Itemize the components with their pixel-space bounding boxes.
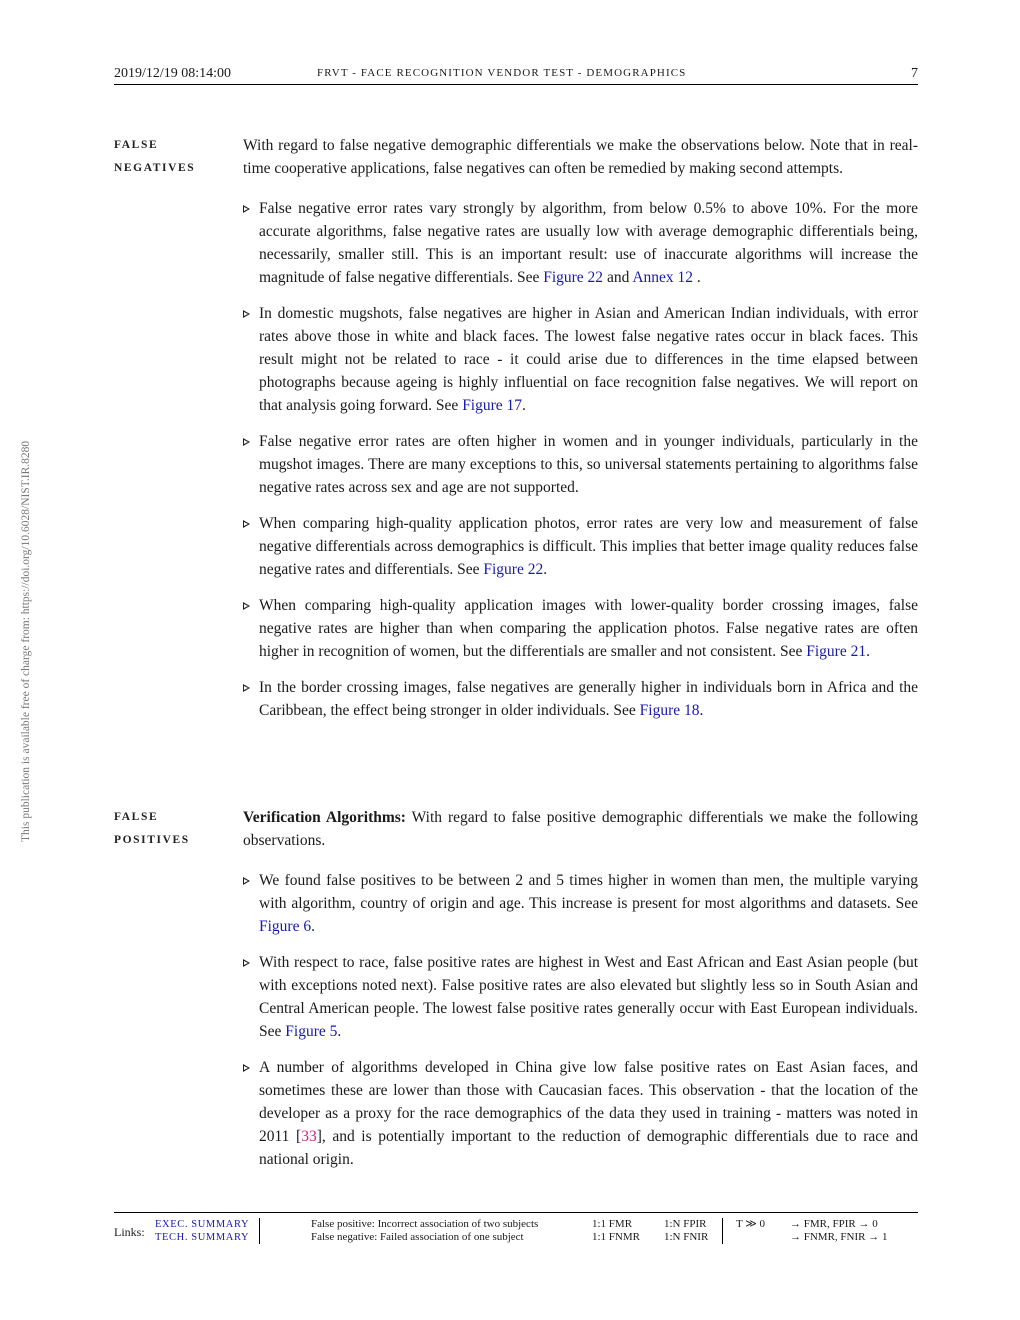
list-item	[243, 594, 918, 663]
bullet-triangle-icon	[243, 684, 250, 692]
list-item	[243, 1056, 918, 1171]
figure-18-link[interactable]: Figure 18	[639, 702, 700, 719]
false-positives-content	[243, 806, 918, 1184]
figure-22-link[interactable]: Figure 22	[543, 269, 604, 286]
threshold-text: T ≫ 0	[736, 1218, 766, 1230]
verification-algorithms-heading: Verification Algorithms:	[243, 809, 406, 826]
links-label: Links:	[114, 1225, 145, 1239]
side-availability-note	[18, 362, 38, 842]
figure-21-link[interactable]: Figure 21	[806, 643, 867, 660]
bullet-text: False negative error rates vary strongly by algorithm, from below 0.5% to above 10%. For the more accurate algorithms, false negative rates are usually low with average demographic differentials being, necessarily, smaller still. This is an important result: use of inaccurate algorithms will increase the magnitude of false negative differentials. See	[259, 200, 918, 286]
label-line: NEGATIVES	[114, 162, 196, 174]
metric-fnmr: 1:1 FNMR	[592, 1231, 640, 1243]
false-negatives-intro: With regard to false negative demographic differentials we make the observations below. Note that in real-time cooperative applications, false negatives can often be remedied by making second attempts.	[243, 137, 918, 177]
list-item	[243, 302, 918, 417]
list-item	[243, 869, 918, 938]
header-title: FRVT - FACE RECOGNITION VENDOR TEST - DEMOGRAPHICS	[317, 67, 687, 79]
bullet-triangle-icon	[243, 310, 250, 318]
side-note-text: This publication is available free of charge from: https://doi.org/10.6028/NIST.IR.8280	[20, 440, 32, 842]
false-positives-list	[243, 869, 918, 1171]
list-item	[243, 951, 918, 1043]
footer-definitions	[311, 1218, 538, 1244]
bullet-text: .	[543, 561, 548, 578]
limit-fmr-fpir: → FMR, FPIR → 0	[790, 1218, 878, 1230]
page-number: 7	[911, 66, 918, 81]
bullet-triangle-icon	[243, 205, 250, 213]
footer-limits	[790, 1218, 888, 1244]
header-timestamp: 2019/12/19 08:14:00	[114, 66, 232, 81]
bullet-text: In domestic mugshots, false negatives are higher in Asian and American Indian individuals, with error rates above those in white and black faces. The lowest false negative rates occur in black faces. This result might not be related to race - it could arise due to differences in the time elapsed between photographs because ageing is highly influential on face recognition false negatives. We will report on that analysis going forward. See	[259, 305, 918, 414]
false-negatives-label	[114, 134, 224, 180]
figure-6-link[interactable]: Figure 6	[259, 918, 312, 935]
figure-5-link[interactable]: Figure 5	[285, 1023, 338, 1040]
bullet-triangle-icon	[243, 602, 250, 610]
bullet-text: .	[866, 643, 870, 660]
list-item	[243, 197, 918, 289]
intro-text: With regard to false positive demographic differentials we make the following observations.	[243, 809, 919, 849]
annex-12-link[interactable]: Annex 12	[632, 269, 694, 286]
false-positives-intro	[243, 806, 918, 852]
bullet-text: When comparing high-quality application photos, error rates are very low and measurement of false negative differentials across demographics is difficult. This implies that better image quality reduces false negative rates and differentials. See	[259, 515, 918, 578]
footer-1to1-metrics	[592, 1218, 640, 1244]
list-item	[243, 512, 918, 581]
exec-summary-link[interactable]: EXEC. SUMMARY	[155, 1219, 250, 1230]
metric-fnir: 1:N FNIR	[664, 1231, 709, 1243]
citation-33-link[interactable]: 33	[301, 1128, 317, 1145]
figure-22-link[interactable]: Figure 22	[483, 561, 544, 578]
footer-1toN-metrics	[664, 1218, 723, 1244]
bullet-text: False negative error rates are often higher in women and in younger individuals, particularly in the mugshot images. There are many exceptions to this, so universal statements pertaining to algorithms false negative rates across sex and age are not supported.	[259, 433, 918, 496]
bullet-text: .	[693, 269, 701, 286]
footer-threshold	[736, 1218, 765, 1231]
bullet-triangle-icon	[243, 877, 250, 885]
page-footer	[114, 1212, 918, 1253]
label-line: FALSE	[114, 139, 159, 151]
bullet-text: .	[699, 702, 704, 719]
tech-summary-link[interactable]: TECH. SUMMARY	[155, 1232, 250, 1243]
bullet-text: With respect to race, false positive rates are highest in West and East African and East Asian people (but with exceptions noted next). False positive rates are also elevated but slightly less so in South Asian and Central American people. The lowest false positive rates generally occur with East European individuals. See	[259, 954, 918, 1040]
page-header	[114, 64, 918, 85]
bullet-text: We found false positives to be between 2 and 5 times higher in women than men, the multiple varying with algorithm, country of origin and age. This increase is present for most algorithms and datasets. See	[259, 872, 918, 912]
bullet-text: .	[522, 397, 526, 414]
false-positives-label	[114, 806, 224, 852]
figure-17-link[interactable]: Figure 17	[462, 397, 523, 414]
limit-fnmr-fnir: → FNMR, FNIR → 1	[790, 1231, 888, 1243]
bullet-text: A number of algorithms developed in China give low false positive rates on East Asian faces, and sometimes these are lower than those with Caucasian faces. This observation - that the location of the developer as a proxy for the race demographics of the data they used in training - matters was noted in 2011 [	[259, 1059, 918, 1145]
bullet-triangle-icon	[243, 438, 250, 446]
bullet-triangle-icon	[243, 1064, 250, 1072]
bullet-triangle-icon	[243, 520, 250, 528]
list-item	[243, 430, 918, 499]
label-line: POSITIVES	[114, 834, 190, 846]
bullet-text: and	[603, 269, 633, 286]
bullet-text: ], and is potentially important to the reduction of demographic differentials due to race and national origin.	[259, 1128, 918, 1168]
bullet-text: .	[311, 918, 315, 935]
list-item	[243, 676, 918, 722]
label-line: FALSE	[114, 811, 159, 823]
bullet-text: In the border crossing images, false negatives are generally higher in individuals born in Africa and the Caribbean, the effect being stronger in older individuals. See	[259, 679, 918, 719]
false-negatives-list	[243, 197, 918, 722]
def-false-positive: False positive: Incorrect association of two subjects	[311, 1218, 539, 1230]
false-negatives-content	[243, 134, 918, 735]
metric-fmr: 1:1 FMR	[592, 1218, 633, 1230]
footer-links	[155, 1218, 260, 1244]
metric-fpir: 1:N FPIR	[664, 1218, 707, 1230]
bullet-triangle-icon	[243, 959, 250, 967]
bullet-text: When comparing high-quality application images with lower-quality border crossing images, false negative rates are higher than when comparing the application photos. False negative rates are often higher in recognition of women, but the differentials are smaller and not consistent. See	[259, 597, 918, 660]
bullet-text: .	[337, 1023, 342, 1040]
def-false-negative: False negative: Failed association of one subject	[311, 1231, 524, 1243]
